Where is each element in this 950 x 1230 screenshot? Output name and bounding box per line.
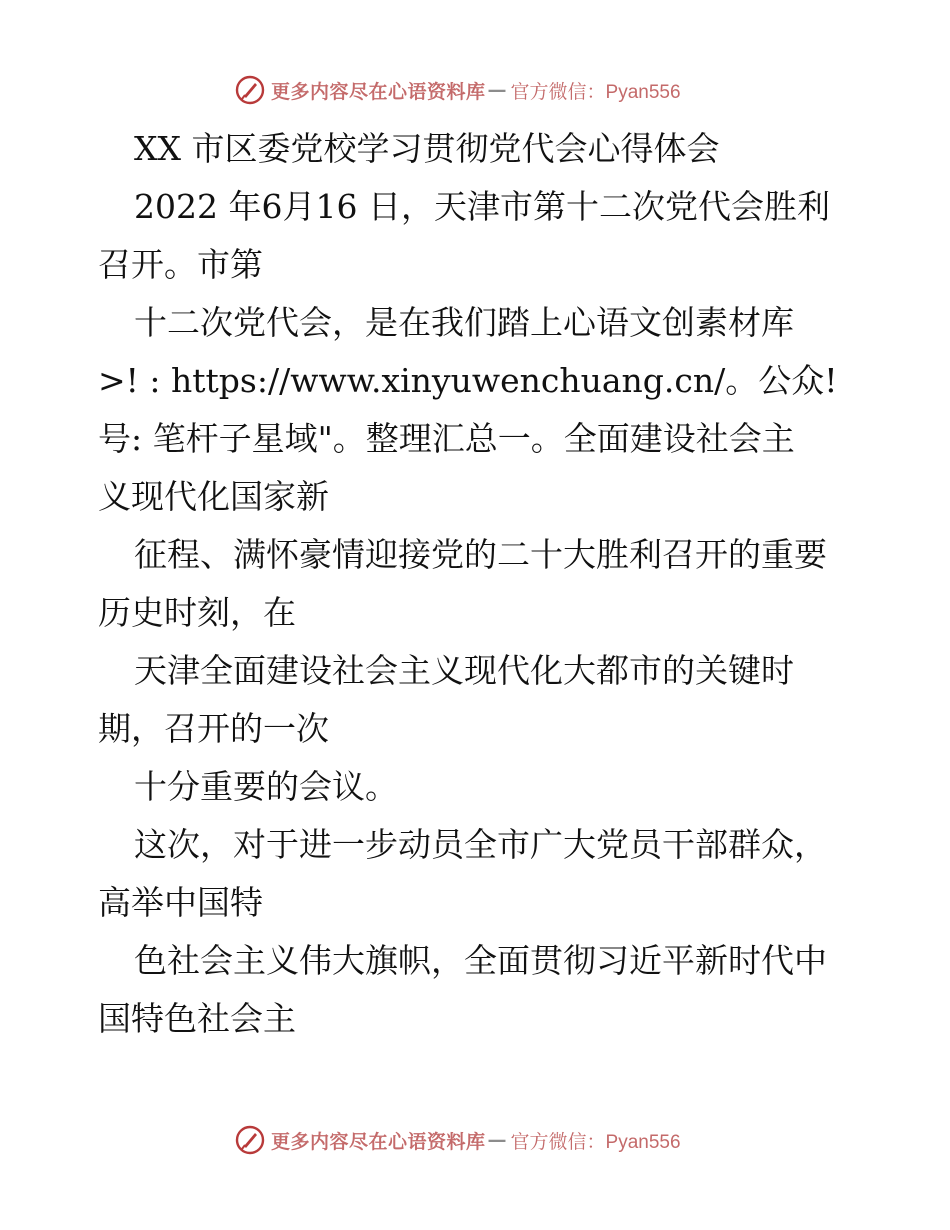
text-line: 十分重要的会议。 [134, 767, 398, 806]
text-line: 号: 笔杆子星域"。整理汇总一。全面建设社会主 [98, 419, 795, 458]
watermark-footer [235, 1123, 681, 1157]
text-line: 天津全面建设社会主义现代化大都市的关键时 [134, 651, 794, 690]
watermark-separator: — [487, 1129, 507, 1151]
text-line: 高举中国特 [98, 883, 263, 922]
text-line: 义现代化国家新 [98, 477, 329, 516]
document-body [98, 120, 868, 1048]
watermark-site-text: 更多内容尽在心语资料库 [271, 80, 486, 103]
watermark-wechat-text: 官方微信：Pyan556 [510, 1131, 681, 1153]
watermark-header [235, 73, 681, 107]
watermark-wechat-text: 官方微信：Pyan556 [510, 81, 681, 103]
quill-logo-icon [235, 1125, 265, 1155]
text-line: 征程、满怀豪情迎接党的二十大胜利召开的重要 [134, 535, 827, 574]
text-line: 期，召开的一次 [98, 709, 329, 748]
watermark-separator: — [487, 79, 507, 101]
text-line: 这次，对于进一步动员全市广大党员干部群众， [134, 825, 827, 864]
text-line: 国特色社会主 [98, 999, 296, 1038]
text-line: >! : https://www.xinyuwenchuang.cn/。公众! [98, 361, 838, 400]
text-line: 历史时刻，在 [98, 593, 296, 632]
text-line: 色社会主义伟大旗帜，全面贯彻习近平新时代中 [134, 941, 827, 980]
quill-logo-icon [235, 75, 265, 105]
watermark-site-text: 更多内容尽在心语资料库 [271, 1130, 486, 1153]
document-title: XX 市区委党校学习贯彻党代会心得体会 [134, 129, 720, 168]
text-line: 召开。市第 [98, 245, 263, 284]
text-line: 2022 年6月16 日，天津市第十二次党代会胜利 [134, 187, 830, 226]
text-line: 十二次党代会，是在我们踏上心语文创素材库 [134, 303, 794, 342]
